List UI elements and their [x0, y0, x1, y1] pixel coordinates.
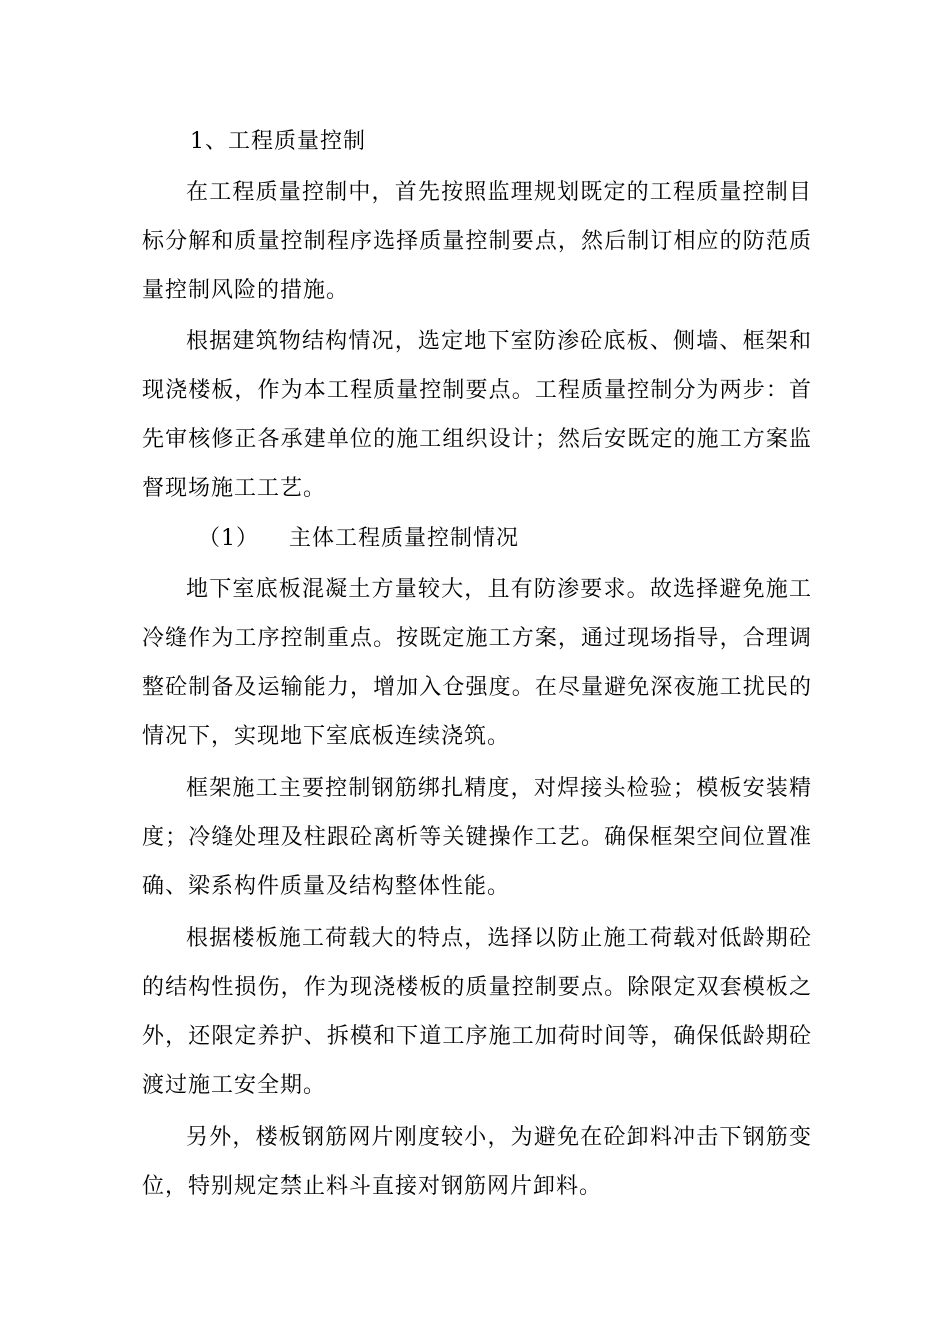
paragraph-basement-slab: 地下室底板混凝土方量较大，且有防渗要求。故选择避免施工冷缝作为工序控制重点。按既定施工方案，通过现场指导，合理调整砼制备及运输能力，增加入仓强度。在尽量避免深夜施工扰民的情况下，实现地下室底板连续浇筑。 [142, 577, 812, 749]
paragraph-floor-slab: 根据楼板施工荷载大的特点，选择以防止施工荷载对低龄期砼的结构性损伤，作为现浇楼板的质量控制要点。除限定双套模板之外，还限定养护、拆模和下道工序施工加荷时间等，确保低龄期砼渡过施工安全期。 [142, 926, 812, 1098]
paragraph-frame-construction: 框架施工主要控制钢筋绑扎精度，对焊接头检验；模板安装精度；冷缝处理及柱跟砼离析等关键操作工艺。确保框架空间位置准确、梁系构件质量及结构整体性能。 [142, 776, 812, 899]
subsection-heading [198, 524, 519, 554]
subsection-number: （1） [198, 526, 259, 551]
paragraph-rebar-mesh: 另外，楼板钢筋网片刚度较小，为避免在砼卸料冲击下钢筋变位，特别规定禁止料斗直接对钢筋网片卸料。 [142, 1125, 812, 1199]
paragraph-control-points: 根据建筑物结构情况，选定地下室防渗砼底板、侧墙、框架和现浇楼板，作为本工程质量控制要点。工程质量控制分为两步：首先审核修正各承建单位的施工组织设计；然后安既定的施工方案监督现场施工工艺。 [142, 329, 812, 501]
subsection-title: 主体工程质量控制情况 [289, 526, 520, 551]
section-heading: 1、工程质量控制 [190, 129, 366, 154]
paragraph-quality-control-intro: 在工程质量控制中，首先按照监理规划既定的工程质量控制目标分解和质量控制程序选择质量控制要点，然后制订相应的防范质量控制风险的措施。 [142, 180, 812, 303]
